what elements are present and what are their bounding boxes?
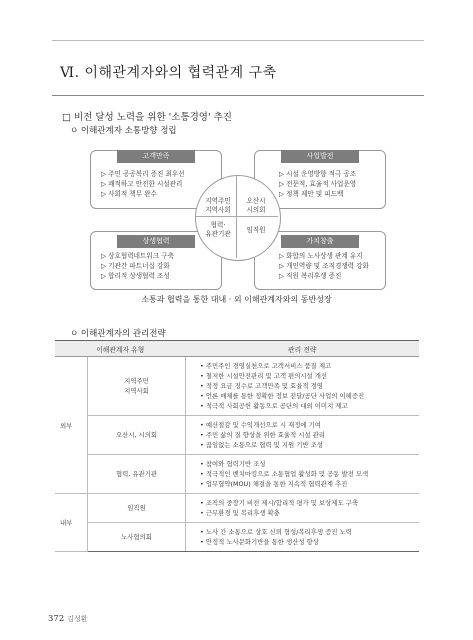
- author-name: 김성환: [67, 615, 88, 623]
- table-row: [55, 357, 419, 416]
- group-outer: 외부: [55, 357, 88, 494]
- chapter-rule: [52, 95, 424, 96]
- strategy-item: • 적극적인 벤치마킹으로 소통협업 활성화 및 공동 발전 모색: [200, 469, 419, 479]
- section-subheading: ㅇ 이해관계자 소통방향 정립: [70, 126, 177, 136]
- stakeholder-type: 오산시, 시의회: [88, 416, 186, 455]
- strategy-item: • 주민 삶의 질 향상을 위한 효율적 시설 관리: [200, 430, 419, 440]
- stakeholder-type: 노사협의회: [88, 523, 186, 552]
- quadrant-item: ▷ 상호협력네트워크 구축: [101, 252, 174, 260]
- strategy-item: • 언론 매체를 통한 정확한 정보 전달/공단 사업의 이해증진: [200, 391, 419, 401]
- quadrant-item: ▷ 정책 제안 및 피드백: [279, 190, 344, 198]
- quadrant-title: 가치창출: [281, 235, 359, 248]
- management-strategy-table: [55, 340, 419, 552]
- quadrant-item: ▷ 주민 공공복리 증진 최우선: [101, 170, 185, 178]
- strategy-list: [186, 494, 420, 523]
- strategy-item: • 근무환경 및 복리후생 확충: [200, 508, 419, 518]
- column-header-strategy: 관리 전략: [186, 341, 420, 357]
- quadrant-item: ▷ 시설 운영방향 적극 공조: [279, 170, 357, 178]
- stakeholder-residents: 지역주민 지역사회: [205, 197, 231, 214]
- section-heading: □ 비전 달성 노력을 위한 '소통경영' 추진: [62, 112, 232, 123]
- quadrant-title: 고객만족: [117, 150, 195, 163]
- stakeholder-employees: 임직원: [246, 226, 266, 234]
- table-row: [55, 523, 419, 552]
- strategy-item: • 예산절감 및 수익개선으로 시 재정에 기여: [200, 420, 419, 430]
- quadrant-item: ▷ 사회적 책무 완수: [101, 190, 157, 198]
- quadrant-item: ▷ 화합의 노사상생 관계 유지: [279, 252, 363, 260]
- page-number: 372: [48, 614, 65, 624]
- chapter-title: Ⅵ. 이해관계자와의 협력관계 구축: [60, 65, 277, 81]
- stakeholder-type: 협력, 유관기관: [88, 455, 186, 494]
- quadrant-title: 사업발전: [281, 150, 359, 163]
- quadrant-item: ▷ 합리적 상생협력 조성: [101, 272, 170, 280]
- stakeholder-circle: [195, 175, 281, 261]
- strategy-item: • 안정적 노사문화기반을 통한 생산성 향상: [200, 537, 419, 547]
- quadrant-item: ▷ 기관간 파트너십 강화: [101, 262, 170, 270]
- quadrant-item: ▷ 쾌적하고 안전한 시설관리: [101, 180, 183, 188]
- table-header-row: [55, 341, 419, 357]
- strategy-item: • 조직의 중장기 비전 제시/합리적 평가 및 보상제도 구축: [200, 498, 419, 508]
- strategy-list: [186, 455, 420, 494]
- table-row: [55, 494, 419, 523]
- stakeholder-type: 지역주민 지역사회: [88, 357, 186, 416]
- stakeholder-city: 오산시 시의회: [246, 197, 266, 214]
- strategy-list: [186, 357, 420, 416]
- section-subheading-2: ㅇ 이해관계자의 관리전략: [70, 329, 166, 339]
- strategy-item: • 주민주인 경영실천으로 고객서비스 품질 제고: [200, 361, 419, 371]
- page-footer: [48, 614, 88, 624]
- top-rule: [52, 40, 424, 41]
- quadrant-item: ▷ 개인역량 및 조직경쟁력 강화: [279, 262, 369, 270]
- circle-divider-vertical: [236, 176, 237, 258]
- stakeholder-type: 임직원: [88, 494, 186, 523]
- circle-divider-horizontal: [196, 216, 278, 217]
- strategy-list: [186, 523, 420, 552]
- stakeholder-partners: 협력· 유관기관: [205, 221, 231, 238]
- strategy-item: • 업무협약(MOU) 체결을 통한 지속적 협력관계 추진: [200, 479, 419, 489]
- strategy-item: • 참여와 협력기반 조성: [200, 459, 419, 469]
- group-inner: 내부: [55, 494, 88, 552]
- strategy-list: [186, 416, 420, 455]
- strategy-item: • 노사 간 소통으로 상호 신뢰 형성/복리후생 증진 노력: [200, 527, 419, 537]
- quadrant-title: 상생협력: [117, 235, 195, 248]
- table-row: [55, 455, 419, 494]
- table-row: [55, 416, 419, 455]
- strategy-item: • 적정 요금 징수로 고객만족 및 효율적 경영: [200, 381, 419, 391]
- column-header-type: 이해관계자 유형: [55, 341, 186, 357]
- strategy-item: • 철저한 시설안전관리 및 고객 편의시설 개선: [200, 371, 419, 381]
- quadrant-item: ▷ 직원 복리후생 증진: [279, 272, 342, 280]
- diagram-caption: 소통과 협력을 통한 대내 · 외 이해관계자와의 동반성장: [141, 295, 332, 304]
- strategy-item: • 끊임없는 소통으로 협력 및 지원 기반 조성: [200, 440, 419, 450]
- quadrant-item: ▷ 전문적, 효율적 사업운영: [279, 180, 357, 188]
- strategy-item: • 적극적 사회공헌 활동으로 공단의 대외 이미지 제고: [200, 401, 419, 411]
